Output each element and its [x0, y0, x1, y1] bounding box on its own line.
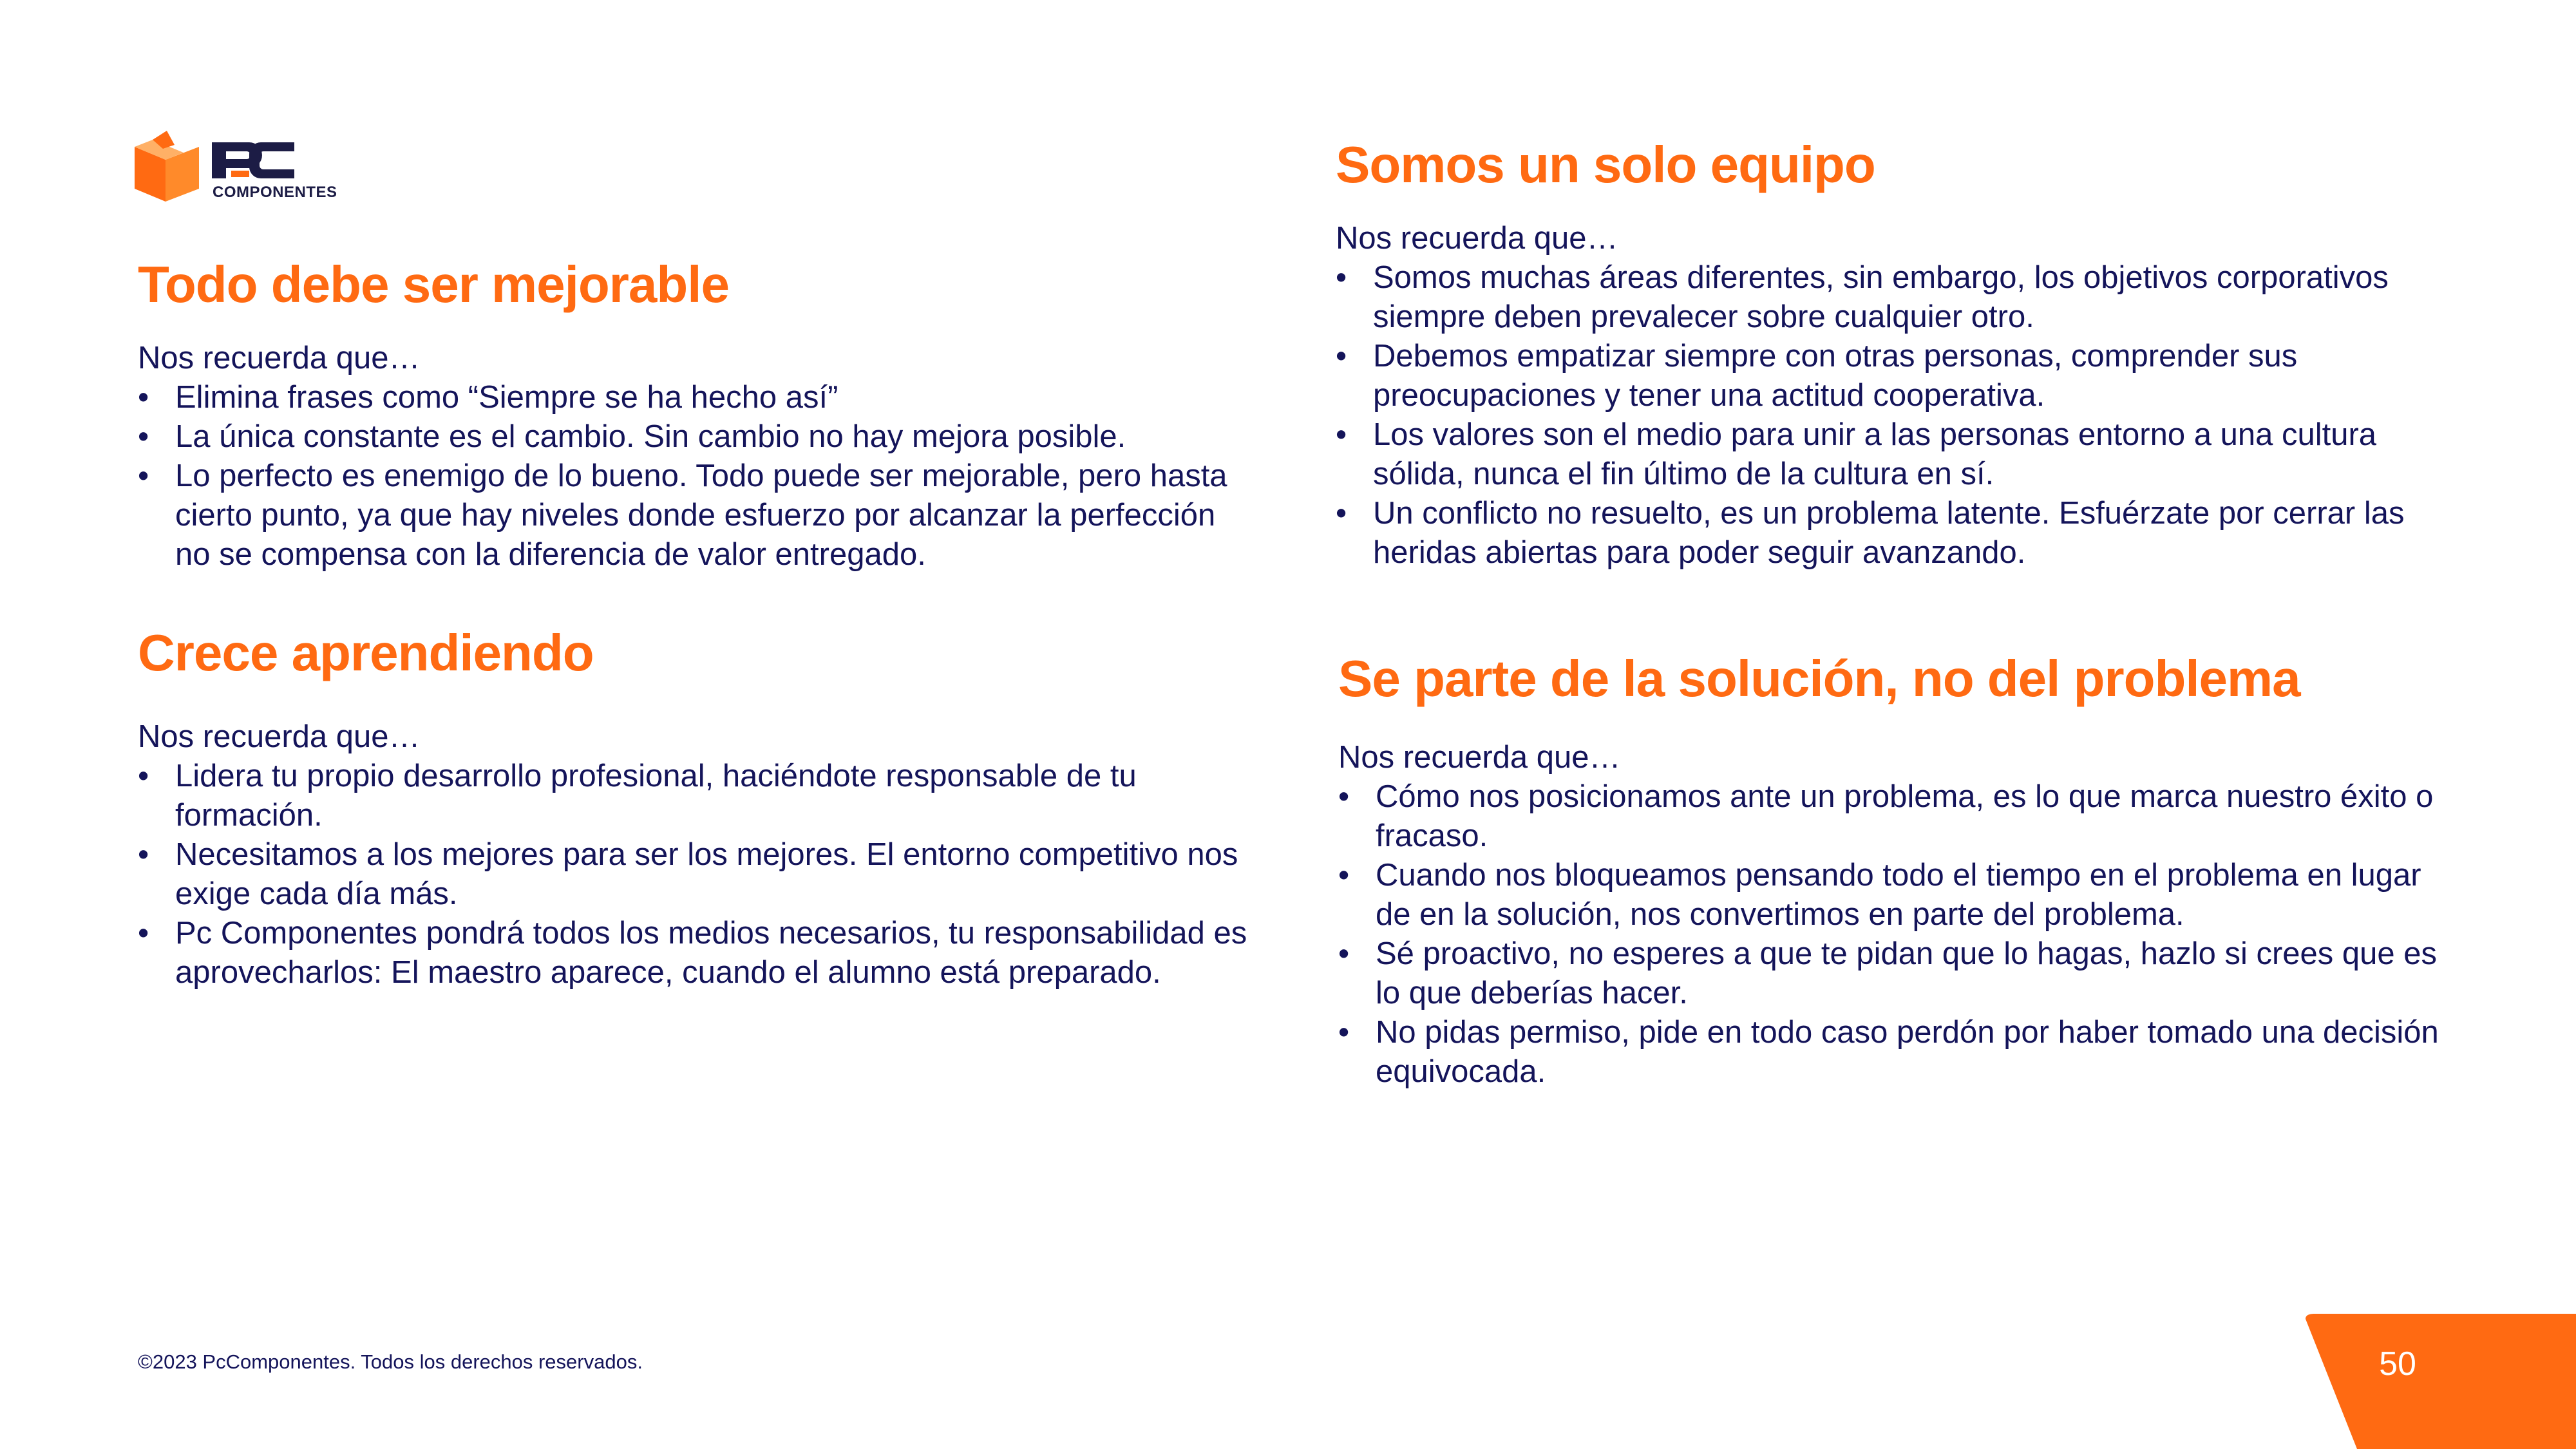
list-item: • Pc Componentes pondrá todos los medios necesarios, tu responsabilidad es aprovecharlos: El maestro aparece, cuando el alumno está preparado.: [138, 914, 1258, 992]
section-todo-debe-ser-mejorable: [138, 256, 1258, 574]
list-item: • La única constante es el cambio. Sin cambio no hay mejora posible.: [138, 417, 1258, 457]
list-item: • Lo perfecto es enemigo de lo bueno. Todo puede ser mejorable, pero hasta cierto punto, ya que hay niveles donde esfuerzo por alcanzar la perfección no se compensa con la diferencia de valor entregado.: [138, 457, 1258, 574]
section-crece-aprendiendo: [138, 625, 1258, 992]
section-somos-un-solo-equipo: [1336, 137, 2456, 573]
list-item: • Lidera tu propio desarrollo profesional, haciéndote responsable de tu formación.: [138, 757, 1258, 835]
list-item: • Somos muchas áreas diferentes, sin embargo, los objetivos corporativos siempre deben prevalecer sobre cualquier otro.: [1336, 258, 2456, 337]
bullet-list: [1336, 258, 2456, 573]
section-intro: Nos recuerda que…: [1336, 221, 1618, 256]
logo-subtitle: COMPONENTES: [213, 184, 337, 201]
page-number: 50: [2379, 1345, 2416, 1383]
section-title: Todo debe ser mejorable: [138, 256, 729, 313]
list-item: • Sé proactivo, no esperes a que te pidan que lo hagas, hazlo si crees que es lo que deberías hacer.: [1338, 934, 2459, 1013]
list-item: • No pidas permiso, pide en todo caso perdón por haber tomado una decisión equivocada.: [1338, 1013, 2459, 1092]
pccomponentes-logo: [135, 131, 341, 205]
list-item: • Cómo nos posicionamos ante un problema, es lo que marca nuestro éxito o fracaso.: [1338, 777, 2459, 856]
list-item: • Los valores son el medio para unir a las personas entorno a una cultura sólida, nunca el fin último de la cultura en sí.: [1336, 415, 2456, 494]
section-title: Crece aprendiendo: [138, 624, 594, 681]
section-title: Somos un solo equipo: [1336, 136, 1875, 193]
list-item: • Elimina frases como “Siempre se ha hecho así”: [138, 378, 1258, 417]
page-number-tab: [2306, 1314, 2576, 1449]
section-intro: Nos recuerda que…: [1338, 740, 1621, 775]
section-intro: Nos recuerda que…: [138, 719, 421, 754]
list-item: • Necesitamos a los mejores para ser los mejores. El entorno competitivo nos exige cada día más.: [138, 835, 1258, 914]
section-title: Se parte de la solución, no del problema: [1338, 650, 2300, 707]
list-item: • Un conflicto no resuelto, es un problema latente. Esfuérzate por cerrar las heridas abiertas para poder seguir avanzando.: [1336, 494, 2456, 573]
bullet-list: [138, 378, 1258, 574]
list-item: • Cuando nos bloqueamos pensando todo el tiempo en el problema en lugar de en la solución, nos convertimos en parte del problema.: [1338, 856, 2459, 934]
copyright-footer: ©2023 PcComponentes. Todos los derechos reservados.: [138, 1350, 643, 1373]
bullet-list: [1338, 777, 2459, 1092]
bullet-list: [138, 757, 1258, 992]
list-item: • Debemos empatizar siempre con otras personas, comprender sus preocupaciones y tener una actitud cooperativa.: [1336, 337, 2456, 415]
section-se-parte-de-la-solucion: [1338, 650, 2459, 1092]
section-intro: Nos recuerda que…: [138, 341, 421, 375]
